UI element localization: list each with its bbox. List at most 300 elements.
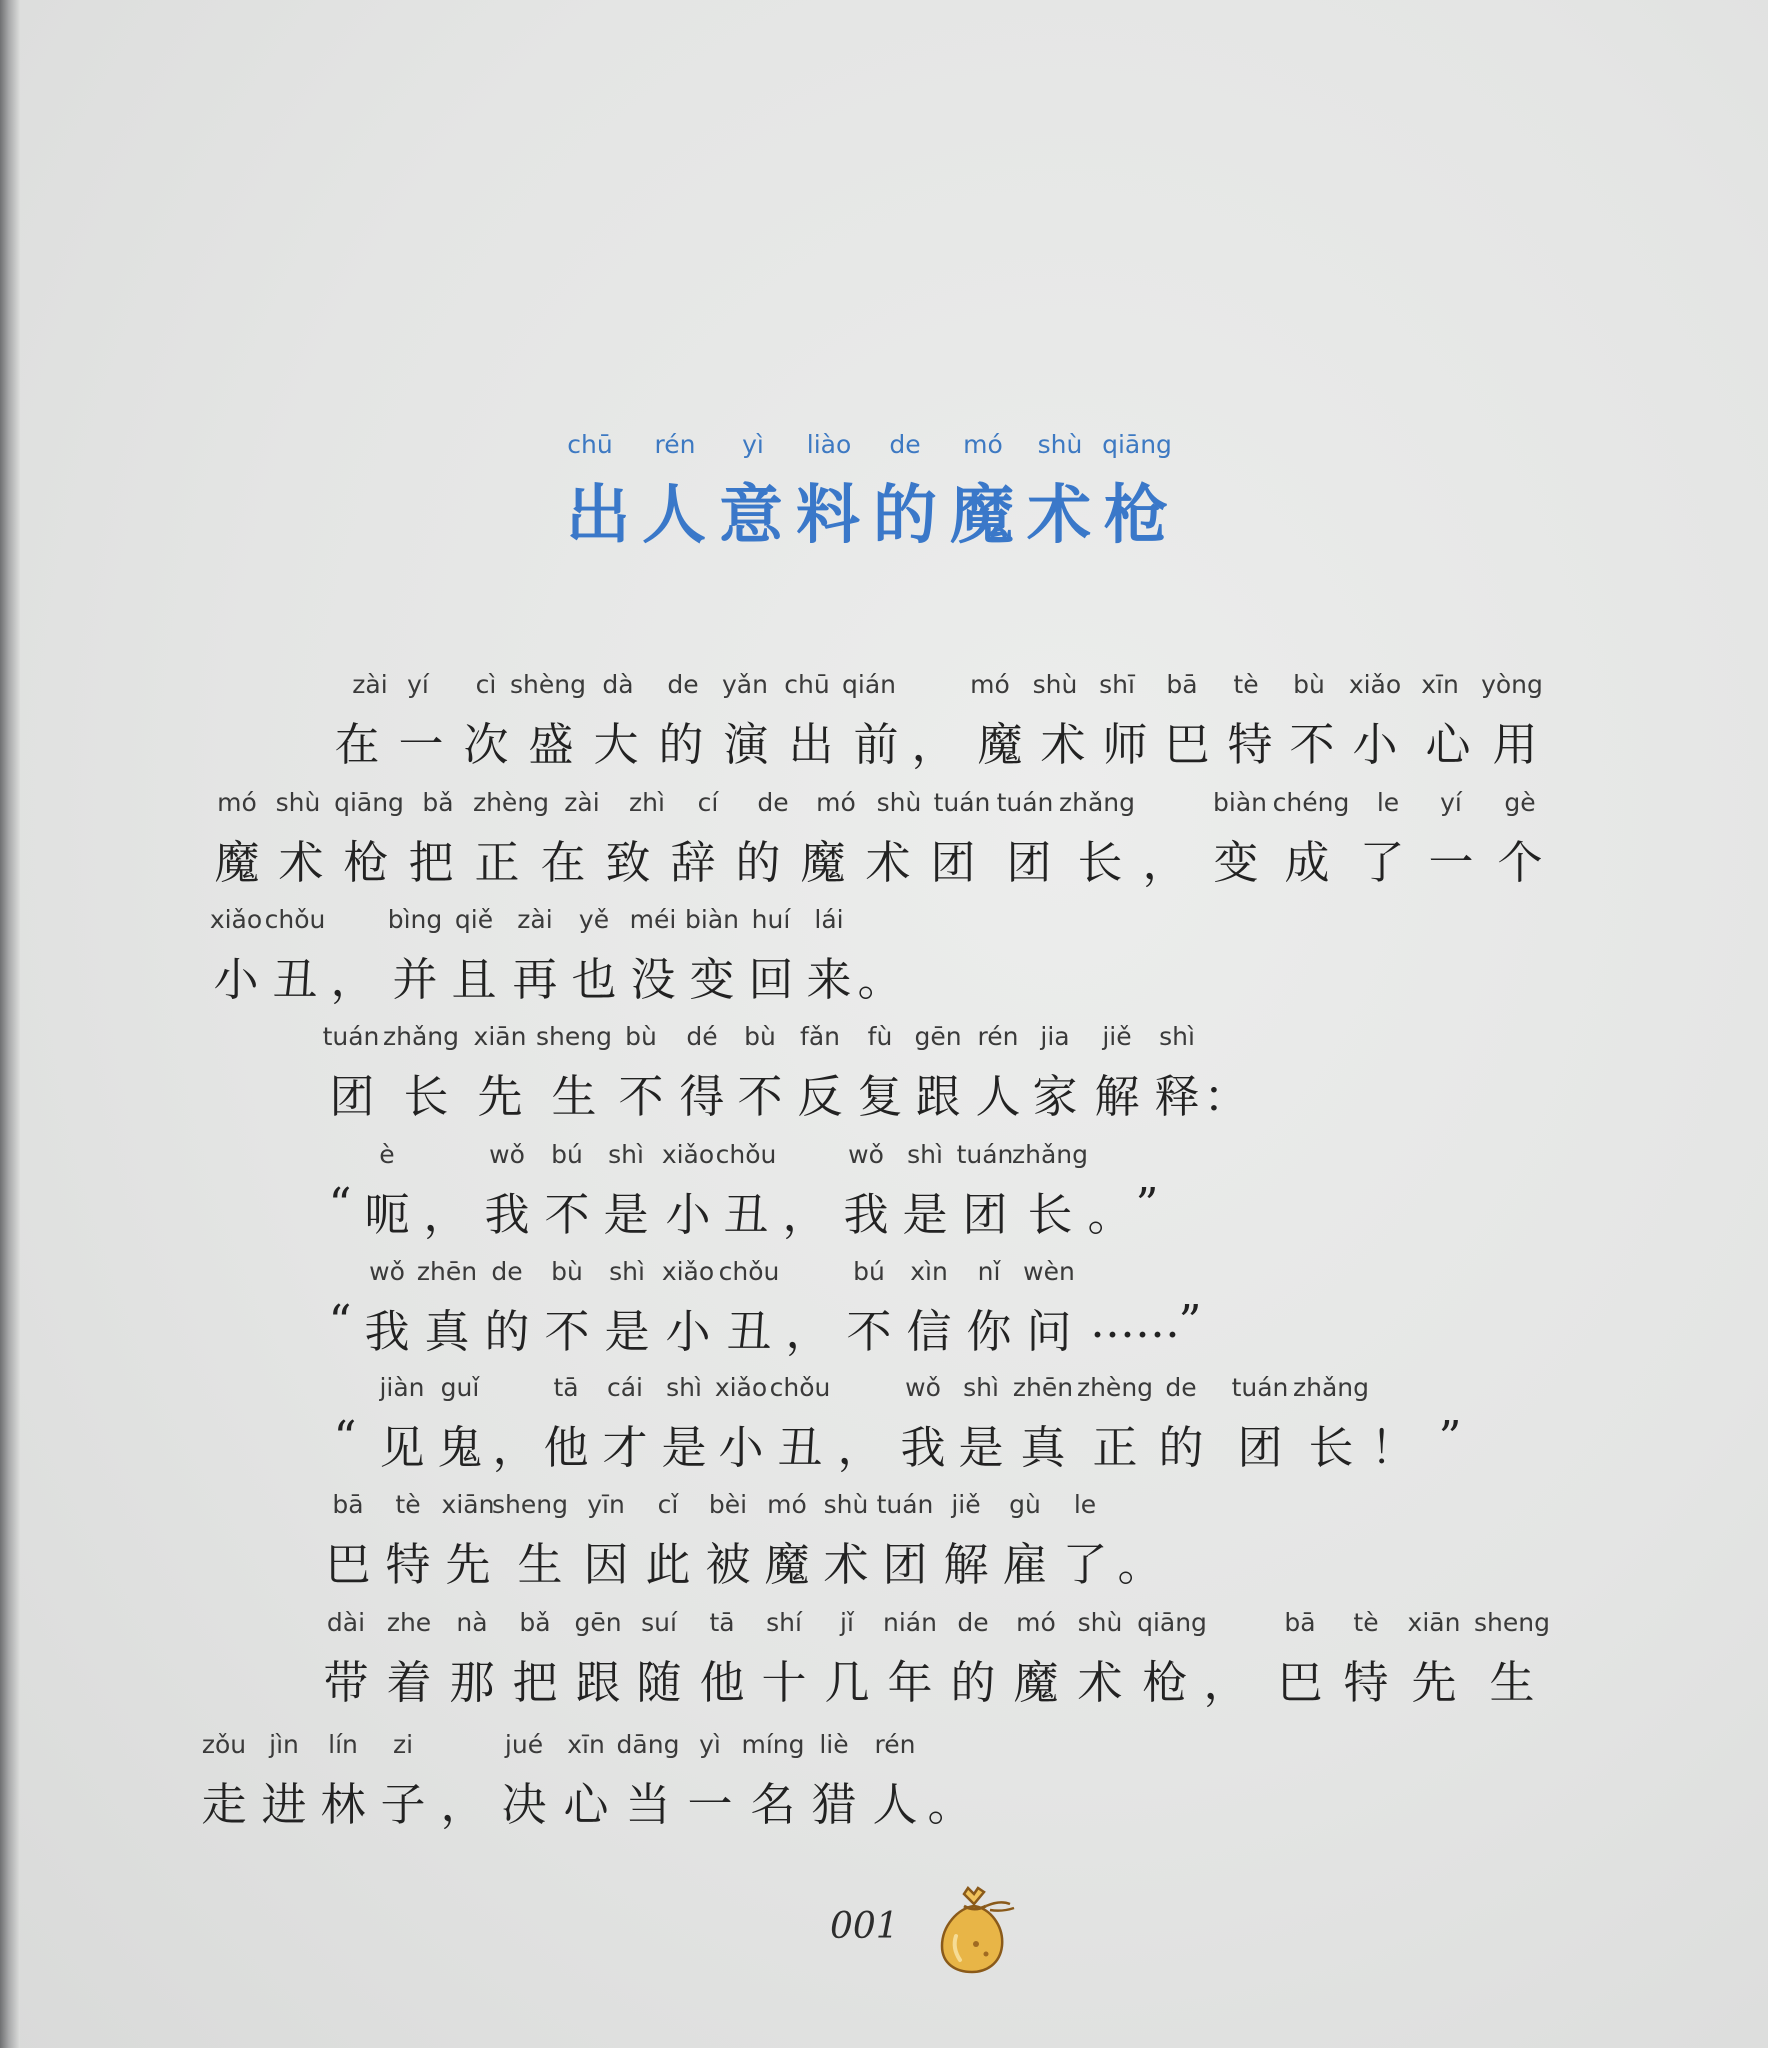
- pinyin-syllable: shì: [907, 1140, 943, 1169]
- hanzi-character: 一: [398, 718, 444, 771]
- hanzi-character: 不: [1289, 718, 1335, 771]
- text-line: [0, 1730, 1768, 1840]
- title-character: 人: [642, 479, 706, 553]
- hanzi-character: 是: [603, 1188, 649, 1241]
- pinyin-syllable: zhēn: [1012, 1373, 1074, 1402]
- hanzi-character: 一: [687, 1778, 733, 1831]
- hanzi-character: 特: [1227, 718, 1273, 771]
- hanzi-character: 心: [1425, 718, 1471, 771]
- hanzi-character: ”: [1438, 1411, 1462, 1464]
- pinyin-syllable: rén: [977, 1022, 1019, 1051]
- hanzi-character: 不: [544, 1305, 590, 1358]
- hanzi-character: 团: [329, 1070, 375, 1123]
- pinyin-syllable: chū: [784, 670, 830, 699]
- title-pinyin-syllable: mó: [963, 430, 1003, 459]
- page-footer: [830, 1878, 1020, 1978]
- hanzi-character: 真: [424, 1305, 470, 1358]
- line-hanzi: [0, 1646, 1768, 1709]
- pinyin-syllable: jiàn: [379, 1373, 425, 1402]
- pinyin-syllable: jué: [504, 1730, 544, 1759]
- hanzi-character: 在: [540, 836, 586, 889]
- pinyin-syllable: nián: [883, 1608, 937, 1637]
- hanzi-character: 小: [718, 1421, 764, 1474]
- pinyin-syllable: lín: [328, 1730, 358, 1759]
- title-character: 料: [796, 479, 860, 553]
- pinyin-syllable: tuán: [1231, 1373, 1289, 1402]
- line-pinyin: [0, 788, 1768, 822]
- line-pinyin: [0, 905, 1768, 939]
- line-hanzi: [0, 1528, 1768, 1591]
- hanzi-character: 不: [544, 1188, 590, 1241]
- hanzi-character: 年: [887, 1656, 933, 1709]
- hanzi-character: 师: [1102, 718, 1148, 771]
- pinyin-syllable: bǎ: [519, 1608, 551, 1637]
- hanzi-character: 决: [501, 1778, 547, 1831]
- title-pinyin-syllable: de: [889, 430, 921, 459]
- pinyin-syllable: guǐ: [440, 1373, 480, 1402]
- hanzi-character: 长: [1308, 1421, 1354, 1474]
- hanzi-character: 魔: [764, 1538, 810, 1591]
- pinyin-syllable: cǐ: [657, 1490, 679, 1519]
- hanzi-character: 一: [1428, 836, 1474, 889]
- hanzi-character: 先: [477, 1070, 523, 1123]
- pinyin-syllable: wèn: [1023, 1257, 1075, 1286]
- pinyin-syllable: shì: [963, 1373, 999, 1402]
- line-pinyin: [0, 1490, 1768, 1524]
- hanzi-character: 大: [593, 718, 639, 771]
- pinyin-syllable: xiān: [473, 1022, 527, 1051]
- hanzi-character: 魔: [800, 836, 846, 889]
- pinyin-syllable: xiǎo: [209, 905, 263, 934]
- hanzi-character: 才: [602, 1421, 648, 1474]
- hanzi-character: 信: [906, 1305, 952, 1358]
- title-pinyin: [560, 430, 1180, 466]
- hanzi-character: 我: [364, 1305, 410, 1358]
- line-pinyin: [0, 1257, 1768, 1291]
- pinyin-syllable: jia: [1040, 1022, 1070, 1051]
- title-pinyin-syllable: rén: [654, 430, 696, 459]
- hanzi-character: 的: [1158, 1421, 1204, 1474]
- hanzi-character: 丑: [726, 1305, 772, 1358]
- pinyin-syllable: yí: [1440, 788, 1462, 817]
- pinyin-syllable: qiāng: [334, 788, 404, 817]
- pinyin-syllable: le: [1073, 1490, 1097, 1519]
- hanzi-character: “: [328, 1178, 352, 1231]
- title-hanzi: [560, 464, 1180, 552]
- pinyin-syllable: tā: [553, 1373, 579, 1402]
- hanzi-character: 的: [658, 718, 704, 771]
- hanzi-character: 团: [1237, 1421, 1283, 1474]
- pinyin-syllable: nǐ: [977, 1257, 1001, 1286]
- hanzi-character: ，: [1142, 836, 1188, 889]
- pinyin-syllable: tuán: [876, 1490, 934, 1519]
- pinyin-syllable: shù: [1077, 1608, 1123, 1637]
- hanzi-character: 术: [278, 836, 324, 889]
- hanzi-character: 团: [1006, 836, 1052, 889]
- pinyin-syllable: jǐ: [840, 1608, 854, 1637]
- hanzi-character: 小: [665, 1305, 711, 1358]
- pinyin-syllable: mó: [816, 788, 856, 817]
- hanzi-character: 子: [380, 1778, 426, 1831]
- hanzi-character: 的: [484, 1305, 530, 1358]
- line-hanzi: [0, 1411, 1768, 1474]
- hanzi-character: 特: [1343, 1656, 1389, 1709]
- pinyin-syllable: bù: [551, 1257, 583, 1286]
- hanzi-character: 解: [943, 1538, 989, 1591]
- hanzi-character: 的: [735, 836, 781, 889]
- story-title: [560, 430, 1180, 560]
- pinyin-syllable: de: [757, 788, 789, 817]
- pinyin-syllable: bā: [332, 1490, 364, 1519]
- hanzi-character: ，: [423, 1188, 469, 1241]
- pinyin-syllable: rén: [874, 1730, 916, 1759]
- hanzi-character: 魔: [1013, 1656, 1059, 1709]
- hanzi-character: 呃: [364, 1188, 410, 1241]
- pinyin-syllable: gēn: [914, 1022, 962, 1051]
- hanzi-character: 先: [445, 1538, 491, 1591]
- hanzi-character: 。: [1117, 1538, 1163, 1591]
- pinyin-syllable: yì: [699, 1730, 721, 1759]
- pinyin-syllable: zài: [352, 670, 388, 699]
- text-line: [0, 1608, 1768, 1718]
- hanzi-character: 且: [451, 953, 497, 1006]
- pinyin-syllable: zhǎng: [1011, 1140, 1089, 1169]
- hanzi-character: 进: [261, 1778, 307, 1831]
- text-line: [0, 788, 1768, 898]
- line-hanzi: [0, 1060, 1768, 1123]
- pinyin-syllable: dài: [326, 1608, 366, 1637]
- pinyin-syllable: xiān: [1407, 1608, 1461, 1637]
- pinyin-syllable: bù: [625, 1022, 657, 1051]
- pinyin-syllable: shì: [608, 1140, 644, 1169]
- pinyin-syllable: wǒ: [369, 1257, 405, 1286]
- hanzi-character: 丑: [777, 1421, 823, 1474]
- pinyin-syllable: lái: [814, 905, 844, 934]
- pinyin-syllable: dà: [602, 670, 634, 699]
- title-pinyin-syllable: shù: [1037, 430, 1083, 459]
- hanzi-character: 被: [705, 1538, 751, 1591]
- pinyin-syllable: cí: [697, 788, 719, 817]
- hanzi-character: 。: [857, 953, 903, 1006]
- pinyin-syllable: è: [379, 1140, 395, 1169]
- pinyin-syllable: biàn: [1213, 788, 1267, 817]
- pinyin-syllable: bú: [853, 1257, 885, 1286]
- hanzi-character: 魔: [977, 718, 1023, 771]
- pinyin-syllable: bìng: [387, 905, 443, 934]
- hanzi-character: ，: [837, 1421, 883, 1474]
- hanzi-character: ，: [785, 1305, 831, 1358]
- hanzi-character: 着: [386, 1656, 432, 1709]
- pinyin-syllable: bù: [744, 1022, 776, 1051]
- hanzi-character: 个: [1497, 836, 1543, 889]
- hanzi-character: ：: [1203, 1070, 1249, 1123]
- pinyin-syllable: xiān: [441, 1490, 495, 1519]
- hanzi-character: 得: [679, 1070, 725, 1123]
- pinyin-syllable: tuán: [322, 1022, 380, 1051]
- pinyin-syllable: yīn: [587, 1490, 625, 1519]
- text-line: [0, 1373, 1768, 1483]
- pinyin-syllable: qiāng: [1137, 1608, 1207, 1637]
- hanzi-character: 你: [966, 1305, 1012, 1358]
- pinyin-syllable: shì: [609, 1257, 645, 1286]
- pinyin-syllable: biàn: [685, 905, 739, 934]
- hanzi-character: 巴: [1277, 1656, 1323, 1709]
- pinyin-syllable: de: [667, 670, 699, 699]
- pinyin-syllable: mó: [1016, 1608, 1056, 1637]
- pinyin-syllable: bù: [1293, 670, 1325, 699]
- pinyin-syllable: jìn: [269, 1730, 299, 1759]
- pinyin-syllable: yòng: [1481, 670, 1543, 699]
- hanzi-character: 成: [1284, 836, 1330, 889]
- pinyin-syllable: zhèng: [472, 788, 550, 817]
- hanzi-character: 我: [900, 1421, 946, 1474]
- hanzi-character: 长: [403, 1070, 449, 1123]
- hanzi-character: 他: [543, 1421, 589, 1474]
- hanzi-character: 回: [748, 953, 794, 1006]
- hanzi-character: 用: [1492, 718, 1538, 771]
- pinyin-syllable: tè: [1353, 1608, 1379, 1637]
- pinyin-syllable: fǎn: [800, 1022, 840, 1051]
- title-character: 术: [1027, 479, 1091, 553]
- pinyin-syllable: qiě: [454, 905, 494, 934]
- hanzi-character: 出: [788, 718, 834, 771]
- pinyin-syllable: cái: [606, 1373, 644, 1402]
- hanzi-character: 鬼: [437, 1421, 483, 1474]
- hanzi-character: 并: [392, 953, 438, 1006]
- pinyin-syllable: zhì: [629, 788, 665, 817]
- pinyin-syllable: bā: [1284, 1608, 1316, 1637]
- hanzi-character: 变: [689, 953, 735, 1006]
- pinyin-syllable: bǎ: [422, 788, 454, 817]
- text-line: [0, 1140, 1768, 1250]
- line-pinyin: [0, 1608, 1768, 1642]
- pinyin-syllable: xiǎo: [661, 1140, 715, 1169]
- pinyin-syllable: jiě: [1102, 1022, 1132, 1051]
- pinyin-syllable: dāng: [616, 1730, 680, 1759]
- hanzi-character: ，: [492, 1421, 538, 1474]
- pinyin-syllable: xīn: [567, 1730, 605, 1759]
- hanzi-character: 。: [1087, 1188, 1133, 1241]
- hanzi-character: 走: [201, 1778, 247, 1831]
- money-pouch-icon: [930, 1878, 1020, 1978]
- pinyin-syllable: tè: [1233, 670, 1259, 699]
- hanzi-character: 他: [699, 1656, 745, 1709]
- pinyin-syllable: gù: [1009, 1490, 1041, 1519]
- pinyin-syllable: zhǎng: [1292, 1373, 1370, 1402]
- hanzi-character: 把: [408, 836, 454, 889]
- hanzi-character: 随: [636, 1656, 682, 1709]
- pinyin-syllable: bú: [551, 1140, 583, 1169]
- pinyin-syllable: wǒ: [848, 1140, 884, 1169]
- title-pinyin-syllable: liào: [806, 430, 852, 459]
- pinyin-syllable: cì: [475, 670, 497, 699]
- title-pinyin-syllable: qiāng: [1102, 430, 1172, 459]
- hanzi-character: ！: [1370, 1421, 1416, 1474]
- pinyin-syllable: mó: [970, 670, 1010, 699]
- text-line: [0, 1257, 1768, 1367]
- pinyin-syllable: suí: [641, 1608, 677, 1637]
- hanzi-character: 把: [512, 1656, 558, 1709]
- hanzi-character: 名: [750, 1778, 796, 1831]
- pinyin-syllable: yǎn: [722, 670, 768, 699]
- title-character: 出: [566, 479, 630, 553]
- hanzi-character: 释: [1154, 1070, 1200, 1123]
- pinyin-syllable: yě: [578, 905, 610, 934]
- pinyin-syllable: tuán: [956, 1140, 1014, 1169]
- hanzi-character: 小: [665, 1188, 711, 1241]
- title-character: 意: [719, 479, 783, 553]
- hanzi-character: 魔: [214, 836, 260, 889]
- hanzi-character: 人: [975, 1070, 1021, 1123]
- hanzi-character: 正: [474, 836, 520, 889]
- hanzi-character: 几: [824, 1656, 870, 1709]
- text-line: [0, 1490, 1768, 1600]
- hanzi-character: 巴: [325, 1538, 371, 1591]
- pinyin-syllable: tè: [395, 1490, 421, 1519]
- pinyin-syllable: nà: [456, 1608, 488, 1637]
- hanzi-character: 枪: [343, 836, 389, 889]
- hanzi-character: 术: [1077, 1656, 1123, 1709]
- page-number: 001: [830, 1906, 899, 1947]
- hanzi-character: 不: [846, 1305, 892, 1358]
- pinyin-syllable: le: [1376, 788, 1400, 817]
- hanzi-character: 是: [958, 1421, 1004, 1474]
- text-line: [0, 670, 1768, 780]
- line-hanzi: [0, 1768, 1768, 1831]
- pinyin-syllable: zhèng: [1076, 1373, 1154, 1402]
- hanzi-character: 见: [379, 1421, 425, 1474]
- text-line: [0, 905, 1768, 1015]
- hanzi-character: 家: [1032, 1070, 1078, 1123]
- pinyin-syllable: zhēn: [416, 1257, 478, 1286]
- pinyin-syllable: mó: [217, 788, 257, 817]
- hanzi-character: 在: [334, 718, 380, 771]
- pinyin-syllable: chǒu: [264, 905, 326, 934]
- pinyin-syllable: shī: [1099, 670, 1135, 699]
- pinyin-syllable: bā: [1166, 670, 1198, 699]
- pinyin-syllable: míng: [741, 1730, 805, 1759]
- hanzi-character: 解: [1094, 1070, 1140, 1123]
- pinyin-syllable: chéng: [1272, 788, 1350, 817]
- pinyin-syllable: mó: [767, 1490, 807, 1519]
- hanzi-character: 此: [645, 1538, 691, 1591]
- hanzi-character: 术: [823, 1538, 869, 1591]
- line-hanzi: [0, 708, 1768, 771]
- hanzi-character: 心: [563, 1778, 609, 1831]
- pinyin-syllable: xìn: [910, 1257, 948, 1286]
- hanzi-character: 团: [882, 1538, 928, 1591]
- hanzi-character: 来: [806, 953, 852, 1006]
- pinyin-syllable: sheng: [536, 1022, 612, 1051]
- pinyin-syllable: zi: [392, 1730, 414, 1759]
- hanzi-character: 林: [320, 1778, 366, 1831]
- pinyin-syllable: xiǎo: [714, 1373, 768, 1402]
- pinyin-syllable: shù: [823, 1490, 869, 1519]
- pinyin-syllable: yí: [407, 670, 429, 699]
- hanzi-character: 复: [857, 1070, 903, 1123]
- pinyin-syllable: zhe: [386, 1608, 432, 1637]
- hanzi-character: 雇: [1002, 1538, 1048, 1591]
- line-hanzi: [0, 1295, 1768, 1358]
- hanzi-character: 我: [843, 1188, 889, 1241]
- hanzi-character: 小: [213, 953, 259, 1006]
- hanzi-character: 再: [512, 953, 558, 1006]
- hanzi-character: 团: [930, 836, 976, 889]
- hanzi-character: ”: [1178, 1295, 1202, 1348]
- hanzi-character: ……: [1090, 1295, 1180, 1348]
- hanzi-character: “: [333, 1411, 357, 1464]
- hanzi-character: 枪: [1142, 1656, 1188, 1709]
- hanzi-character: 长: [1027, 1188, 1073, 1241]
- line-hanzi: [0, 826, 1768, 889]
- hanzi-character: 辞: [670, 836, 716, 889]
- pinyin-syllable: qián: [842, 670, 896, 699]
- hanzi-character: 不: [618, 1070, 664, 1123]
- hanzi-character: 前: [853, 718, 899, 771]
- pinyin-syllable: shèng: [510, 670, 586, 699]
- text-line: [0, 1022, 1768, 1132]
- hanzi-character: 生: [551, 1070, 597, 1123]
- pinyin-syllable: shù: [275, 788, 321, 817]
- hanzi-character: 次: [463, 718, 509, 771]
- hanzi-character: 了: [1062, 1538, 1108, 1591]
- pinyin-syllable: zài: [517, 905, 553, 934]
- hanzi-character: 不: [737, 1070, 783, 1123]
- pinyin-syllable: shì: [1159, 1022, 1195, 1051]
- pinyin-syllable: liè: [819, 1730, 849, 1759]
- pinyin-syllable: huí: [751, 905, 791, 934]
- hanzi-character: 演: [723, 718, 769, 771]
- pinyin-syllable: sheng: [1474, 1608, 1550, 1637]
- hanzi-character: ，: [330, 953, 376, 1006]
- pinyin-syllable: wǒ: [489, 1140, 525, 1169]
- pinyin-syllable: tuán: [933, 788, 991, 817]
- hanzi-character: 十: [761, 1656, 807, 1709]
- line-pinyin: [0, 1140, 1768, 1174]
- pinyin-syllable: gēn: [574, 1608, 622, 1637]
- pinyin-syllable: xīn: [1421, 670, 1459, 699]
- line-pinyin: [0, 670, 1768, 704]
- pinyin-syllable: xiǎo: [1348, 670, 1402, 699]
- line-hanzi: [0, 943, 1768, 1006]
- pinyin-syllable: zhǎng: [382, 1022, 460, 1051]
- hanzi-character: 跟: [575, 1656, 621, 1709]
- line-pinyin: [0, 1022, 1768, 1056]
- pinyin-syllable: fù: [867, 1022, 893, 1051]
- hanzi-character: 也: [571, 953, 617, 1006]
- pinyin-syllable: zǒu: [201, 1730, 247, 1759]
- hanzi-character: 真: [1020, 1421, 1066, 1474]
- pinyin-syllable: zhǎng: [1058, 788, 1136, 817]
- hanzi-character: 小: [1352, 718, 1398, 771]
- hanzi-character: 当: [625, 1778, 671, 1831]
- pinyin-syllable: wǒ: [905, 1373, 941, 1402]
- hanzi-character: 跟: [915, 1070, 961, 1123]
- hanzi-character: 的: [950, 1656, 996, 1709]
- pinyin-syllable: de: [957, 1608, 989, 1637]
- pinyin-syllable: shí: [766, 1608, 802, 1637]
- hanzi-character: 人: [872, 1778, 918, 1831]
- hanzi-character: 团: [962, 1188, 1008, 1241]
- hanzi-character: ”: [1135, 1178, 1159, 1231]
- hanzi-character: 变: [1213, 836, 1259, 889]
- hanzi-character: 长: [1077, 836, 1123, 889]
- pinyin-syllable: dé: [686, 1022, 718, 1051]
- hanzi-character: 问: [1026, 1305, 1072, 1358]
- hanzi-character: 没: [630, 953, 676, 1006]
- title-character: 魔: [950, 479, 1014, 553]
- pinyin-syllable: gè: [1504, 788, 1536, 817]
